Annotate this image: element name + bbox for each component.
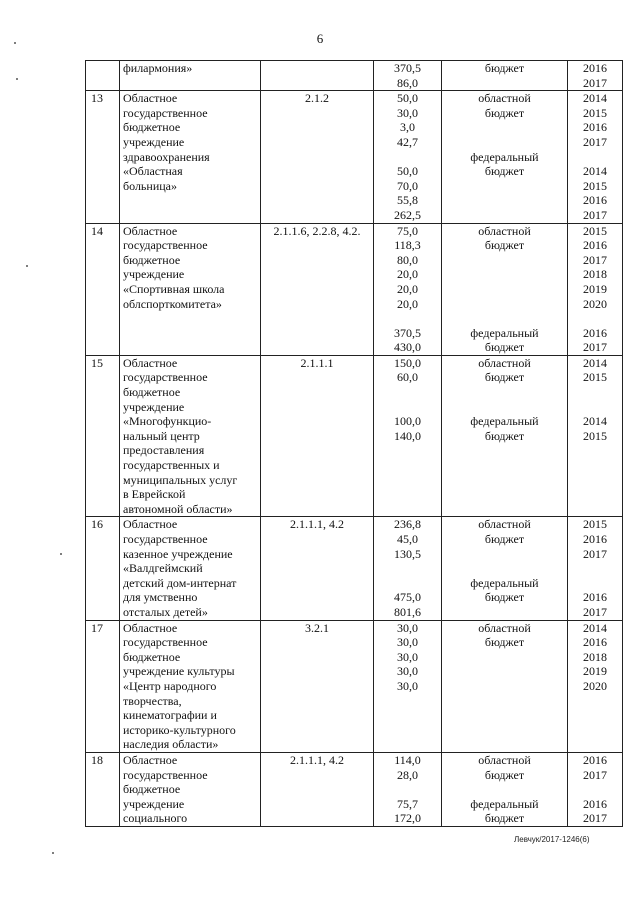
cell-line: 17	[91, 620, 103, 635]
cell-line: 2014	[583, 355, 607, 370]
cell-line: федеральный	[470, 325, 539, 340]
cell-line: 2017	[583, 252, 607, 267]
year-cell	[568, 517, 623, 620]
cell-line: 2014	[583, 164, 607, 179]
cell-line: 30,0	[397, 620, 418, 635]
funding-source-cell	[442, 223, 568, 355]
year-cell	[568, 61, 623, 91]
cell-line: филармония»	[123, 61, 193, 75]
cell-line: 2016	[583, 752, 607, 767]
program-item-code-cell	[261, 355, 374, 517]
cell-line: федеральный	[470, 414, 539, 429]
cell-line: кинематографии и	[123, 708, 217, 723]
document-reference: Левчук/2017-1246(6)	[514, 835, 590, 844]
cell-line: 2018	[583, 267, 607, 282]
cell-line: бюджет	[484, 428, 525, 443]
row-number-cell	[86, 355, 120, 517]
cell-line: 30,0	[397, 635, 418, 650]
cell-line	[442, 782, 567, 797]
cell-line: бюджет	[484, 164, 525, 179]
cell-line: 2016	[583, 590, 607, 605]
cell-line: 2019	[583, 664, 607, 679]
funding-source-cell	[442, 61, 568, 91]
cell-line: 2.1.2	[305, 91, 329, 106]
cell-line: 30,0	[397, 678, 418, 693]
amount-cell	[374, 91, 442, 223]
cell-line	[442, 385, 567, 400]
cell-line: 2014	[583, 620, 607, 635]
cell-line: бюджет	[484, 370, 525, 385]
cell-line: 2019	[583, 281, 607, 296]
cell-line: 2014	[583, 91, 607, 106]
cell-line: 2015	[583, 223, 607, 238]
amount-cell	[374, 223, 442, 355]
cell-line: 114,0	[394, 752, 421, 767]
program-item-code-cell	[261, 620, 374, 752]
organization-name-cell	[120, 752, 261, 826]
margin-dot	[52, 852, 54, 854]
table-row	[86, 61, 623, 91]
cell-line	[374, 561, 441, 576]
row-number-cell	[86, 91, 120, 223]
cell-line	[442, 135, 567, 150]
cell-line: бюджет	[484, 590, 525, 605]
cell-line: 50,0	[397, 164, 418, 179]
cell-line: 2.1.1.6, 2.2.8, 4.2.	[273, 223, 361, 238]
cell-line: 2016	[583, 532, 607, 546]
cell-line: «Многофункцио-	[123, 414, 212, 429]
amount-cell	[374, 61, 442, 91]
cell-line: 2.1.1.1	[300, 355, 334, 370]
cell-line: бюджет	[484, 238, 525, 253]
cell-line: 30,0	[397, 649, 418, 664]
year-cell	[568, 91, 623, 223]
table-row	[86, 91, 623, 223]
cell-line: историко-культурного	[123, 722, 236, 737]
cell-line: бюджетное	[123, 649, 181, 664]
cell-line: 70,0	[397, 178, 418, 193]
cell-line: 370,5	[394, 61, 421, 75]
cell-line: 30,0	[397, 664, 418, 679]
page-number: 6	[316, 31, 324, 46]
cell-line: «Центр народного	[123, 678, 217, 693]
cell-line: государственное	[123, 370, 208, 385]
cell-line	[374, 576, 441, 591]
row-number-cell	[86, 517, 120, 620]
cell-line: учреждение	[123, 796, 185, 811]
cell-line: областной	[478, 752, 531, 767]
cell-line: бюджетное	[123, 252, 181, 267]
cell-line: 2.1.1.1, 4.2	[290, 752, 344, 767]
margin-dot	[16, 78, 18, 80]
cell-line	[568, 576, 622, 591]
year-cell	[568, 355, 623, 517]
cell-line: учреждение культуры	[123, 664, 235, 679]
cell-line	[568, 385, 622, 400]
cell-line: 2017	[583, 767, 607, 782]
cell-line: «Областная	[123, 164, 183, 179]
cell-line: 430,0	[394, 340, 421, 355]
cell-line	[442, 120, 567, 135]
cell-line: федеральный	[470, 149, 539, 164]
cell-line: 2017	[583, 546, 607, 561]
cell-line	[442, 561, 567, 576]
cell-line: социального	[123, 811, 188, 826]
table-row	[86, 517, 623, 620]
row-number-cell	[86, 61, 120, 91]
cell-line	[568, 400, 622, 415]
cell-line: 3.2.1	[305, 620, 329, 635]
cell-line: 2016	[583, 120, 607, 135]
cell-line: 236,8	[394, 517, 421, 532]
program-item-code-cell	[261, 752, 374, 826]
table-row	[86, 355, 623, 517]
cell-line: 2017	[583, 811, 607, 826]
cell-line: бюджетное	[123, 120, 181, 135]
cell-line: 370,5	[394, 325, 421, 340]
cell-line: государственное	[123, 238, 208, 253]
cell-line	[442, 267, 567, 282]
cell-line: 30,0	[397, 105, 418, 120]
funding-source-cell	[442, 620, 568, 752]
cell-line: государственное	[123, 635, 208, 650]
cell-line: 801,6	[394, 604, 421, 619]
cell-line: областной	[478, 91, 531, 106]
cell-line: бюджет	[484, 635, 525, 650]
cell-line: 2016	[583, 325, 607, 340]
cell-line: 2.1.1.1, 4.2	[290, 517, 344, 532]
cell-line	[442, 400, 567, 415]
cell-line: Областное	[123, 91, 178, 106]
cell-line: областной	[478, 223, 531, 238]
cell-line: бюджет	[484, 532, 525, 546]
cell-line: 262,5	[394, 207, 421, 222]
organization-name-cell	[120, 620, 261, 752]
cell-line: государственных и	[123, 458, 220, 473]
organization-name-cell	[120, 91, 261, 223]
cell-line: 2015	[583, 517, 607, 532]
table-row	[86, 620, 623, 752]
year-cell	[568, 223, 623, 355]
row-number-cell	[86, 620, 120, 752]
cell-line	[568, 150, 622, 165]
program-item-code-cell	[261, 61, 374, 91]
amount-cell	[374, 620, 442, 752]
cell-line	[568, 561, 622, 576]
cell-line: 28,0	[397, 767, 418, 782]
cell-line: областной	[478, 517, 531, 532]
cell-line: 118,3	[394, 238, 421, 253]
cell-line	[91, 61, 119, 76]
amount-cell	[374, 517, 442, 620]
cell-line: 20,0	[397, 296, 418, 311]
cell-line: Областное	[123, 355, 178, 370]
program-item-code-cell	[261, 517, 374, 620]
cell-line: 2020	[583, 296, 607, 311]
cell-line: Областное	[123, 620, 178, 635]
cell-line: 15	[91, 355, 103, 370]
cell-line: автономной области»	[123, 501, 233, 516]
cell-line	[568, 782, 622, 797]
cell-line: 140,0	[394, 428, 421, 443]
cell-line	[442, 297, 567, 312]
funding-source-cell	[442, 91, 568, 223]
cell-line: творчества,	[123, 693, 182, 708]
cell-line: 2016	[583, 193, 607, 208]
cell-line: 475,0	[394, 590, 421, 605]
cell-line: 14	[91, 223, 103, 238]
cell-line: 13	[91, 91, 103, 106]
amount-cell	[374, 752, 442, 826]
cell-line: 2015	[583, 178, 607, 193]
cell-line	[442, 311, 567, 326]
cell-line	[374, 400, 441, 415]
cell-line: 50,0	[397, 91, 418, 106]
cell-line: 2018	[583, 649, 607, 664]
cell-line: 75,0	[397, 223, 418, 238]
cell-line: 16	[91, 517, 103, 532]
cell-line: 20,0	[397, 281, 418, 296]
cell-line: бюджет	[484, 61, 525, 75]
cell-line: Областное	[123, 752, 178, 767]
amount-cell	[374, 355, 442, 517]
cell-line: государственное	[123, 105, 208, 120]
cell-line: учреждение	[123, 267, 185, 282]
cell-line: 55,8	[397, 193, 418, 208]
cell-line: муниципальных услуг	[123, 472, 238, 487]
table-row	[86, 752, 623, 826]
cell-line: 2017	[583, 134, 607, 149]
margin-dot	[26, 265, 28, 267]
cell-line	[442, 282, 567, 297]
cell-line: государственное	[123, 767, 208, 782]
margin-dot	[14, 42, 16, 44]
cell-line	[442, 547, 567, 562]
cell-line: для умственно	[123, 590, 198, 605]
cell-line: отсталых детей»	[123, 604, 208, 619]
row-number-cell	[86, 752, 120, 826]
cell-line	[442, 253, 567, 268]
cell-line	[374, 150, 441, 165]
cell-line: бюджет	[484, 340, 525, 355]
cell-line: 2014	[583, 414, 607, 429]
cell-line: 2017	[583, 75, 607, 90]
cell-line: государственное	[123, 532, 208, 546]
organization-name-cell	[120, 355, 261, 517]
cell-line: 2015	[583, 370, 607, 385]
cell-line: федеральный	[470, 575, 539, 590]
cell-line: здравоохранения	[123, 149, 210, 164]
cell-line: 42,7	[397, 134, 418, 149]
funding-table-body	[86, 61, 623, 827]
funding-table	[85, 60, 623, 827]
cell-line: 3,0	[400, 120, 415, 135]
program-item-code-cell	[261, 223, 374, 355]
cell-line: нальный центр	[123, 428, 200, 443]
organization-name-cell	[120, 61, 261, 91]
cell-line: 18	[91, 752, 103, 767]
cell-line: 2017	[583, 207, 607, 222]
cell-line: бюджет	[484, 767, 525, 782]
funding-source-cell	[442, 355, 568, 517]
cell-line: 2017	[583, 604, 607, 619]
cell-line: федеральный	[470, 796, 539, 811]
row-number-cell	[86, 223, 120, 355]
cell-line: бюджетное	[123, 782, 181, 797]
cell-line: наследия области»	[123, 737, 219, 752]
cell-line: «Валдгеймский	[123, 561, 203, 576]
cell-line: казенное учреждение	[123, 546, 233, 561]
cell-line: 2016	[583, 635, 607, 650]
cell-line: 130,5	[394, 546, 421, 561]
cell-line: 86,0	[397, 75, 418, 90]
cell-line: 172,0	[394, 811, 421, 826]
cell-line	[374, 311, 441, 326]
funding-source-cell	[442, 517, 568, 620]
margin-dot	[60, 553, 62, 555]
cell-line: 75,7	[397, 796, 418, 811]
cell-line: Областное	[123, 223, 178, 238]
cell-line: Областное	[123, 517, 178, 532]
cell-line: учреждение	[123, 399, 185, 414]
cell-line: предоставления	[123, 443, 205, 458]
cell-line: бюджетное	[123, 385, 181, 400]
cell-line: 100,0	[394, 414, 421, 429]
cell-line: 2015	[583, 105, 607, 120]
cell-line: 2020	[583, 678, 607, 693]
cell-line: 150,0	[394, 355, 421, 370]
cell-line	[568, 311, 622, 326]
year-cell	[568, 752, 623, 826]
cell-line: 45,0	[397, 532, 418, 546]
cell-line: бюджет	[484, 811, 525, 826]
cell-line: 60,0	[397, 370, 418, 385]
cell-line: 2017	[583, 340, 607, 355]
cell-line: 20,0	[397, 267, 418, 282]
cell-line: областной	[478, 355, 531, 370]
cell-line: 80,0	[397, 252, 418, 267]
cell-line: 2016	[583, 796, 607, 811]
cell-line: 2015	[583, 428, 607, 443]
program-item-code-cell	[261, 91, 374, 223]
cell-line: в Еврейской	[123, 487, 186, 502]
cell-line: бюджет	[484, 105, 525, 120]
cell-line: 2016	[583, 238, 607, 253]
cell-line: учреждение	[123, 134, 185, 149]
organization-name-cell	[120, 223, 261, 355]
cell-line: 2016	[583, 61, 607, 75]
cell-line: детский дом-интернат	[123, 575, 237, 590]
cell-line	[374, 782, 441, 797]
cell-line: облспорткомитета»	[123, 296, 222, 311]
cell-line	[374, 385, 441, 400]
cell-line: «Спортивная школа	[123, 281, 225, 296]
cell-line: областной	[478, 620, 531, 635]
cell-line	[261, 61, 373, 76]
cell-line: больница»	[123, 178, 177, 193]
year-cell	[568, 620, 623, 752]
funding-source-cell	[442, 752, 568, 826]
organization-name-cell	[120, 517, 261, 620]
table-row	[86, 223, 623, 355]
